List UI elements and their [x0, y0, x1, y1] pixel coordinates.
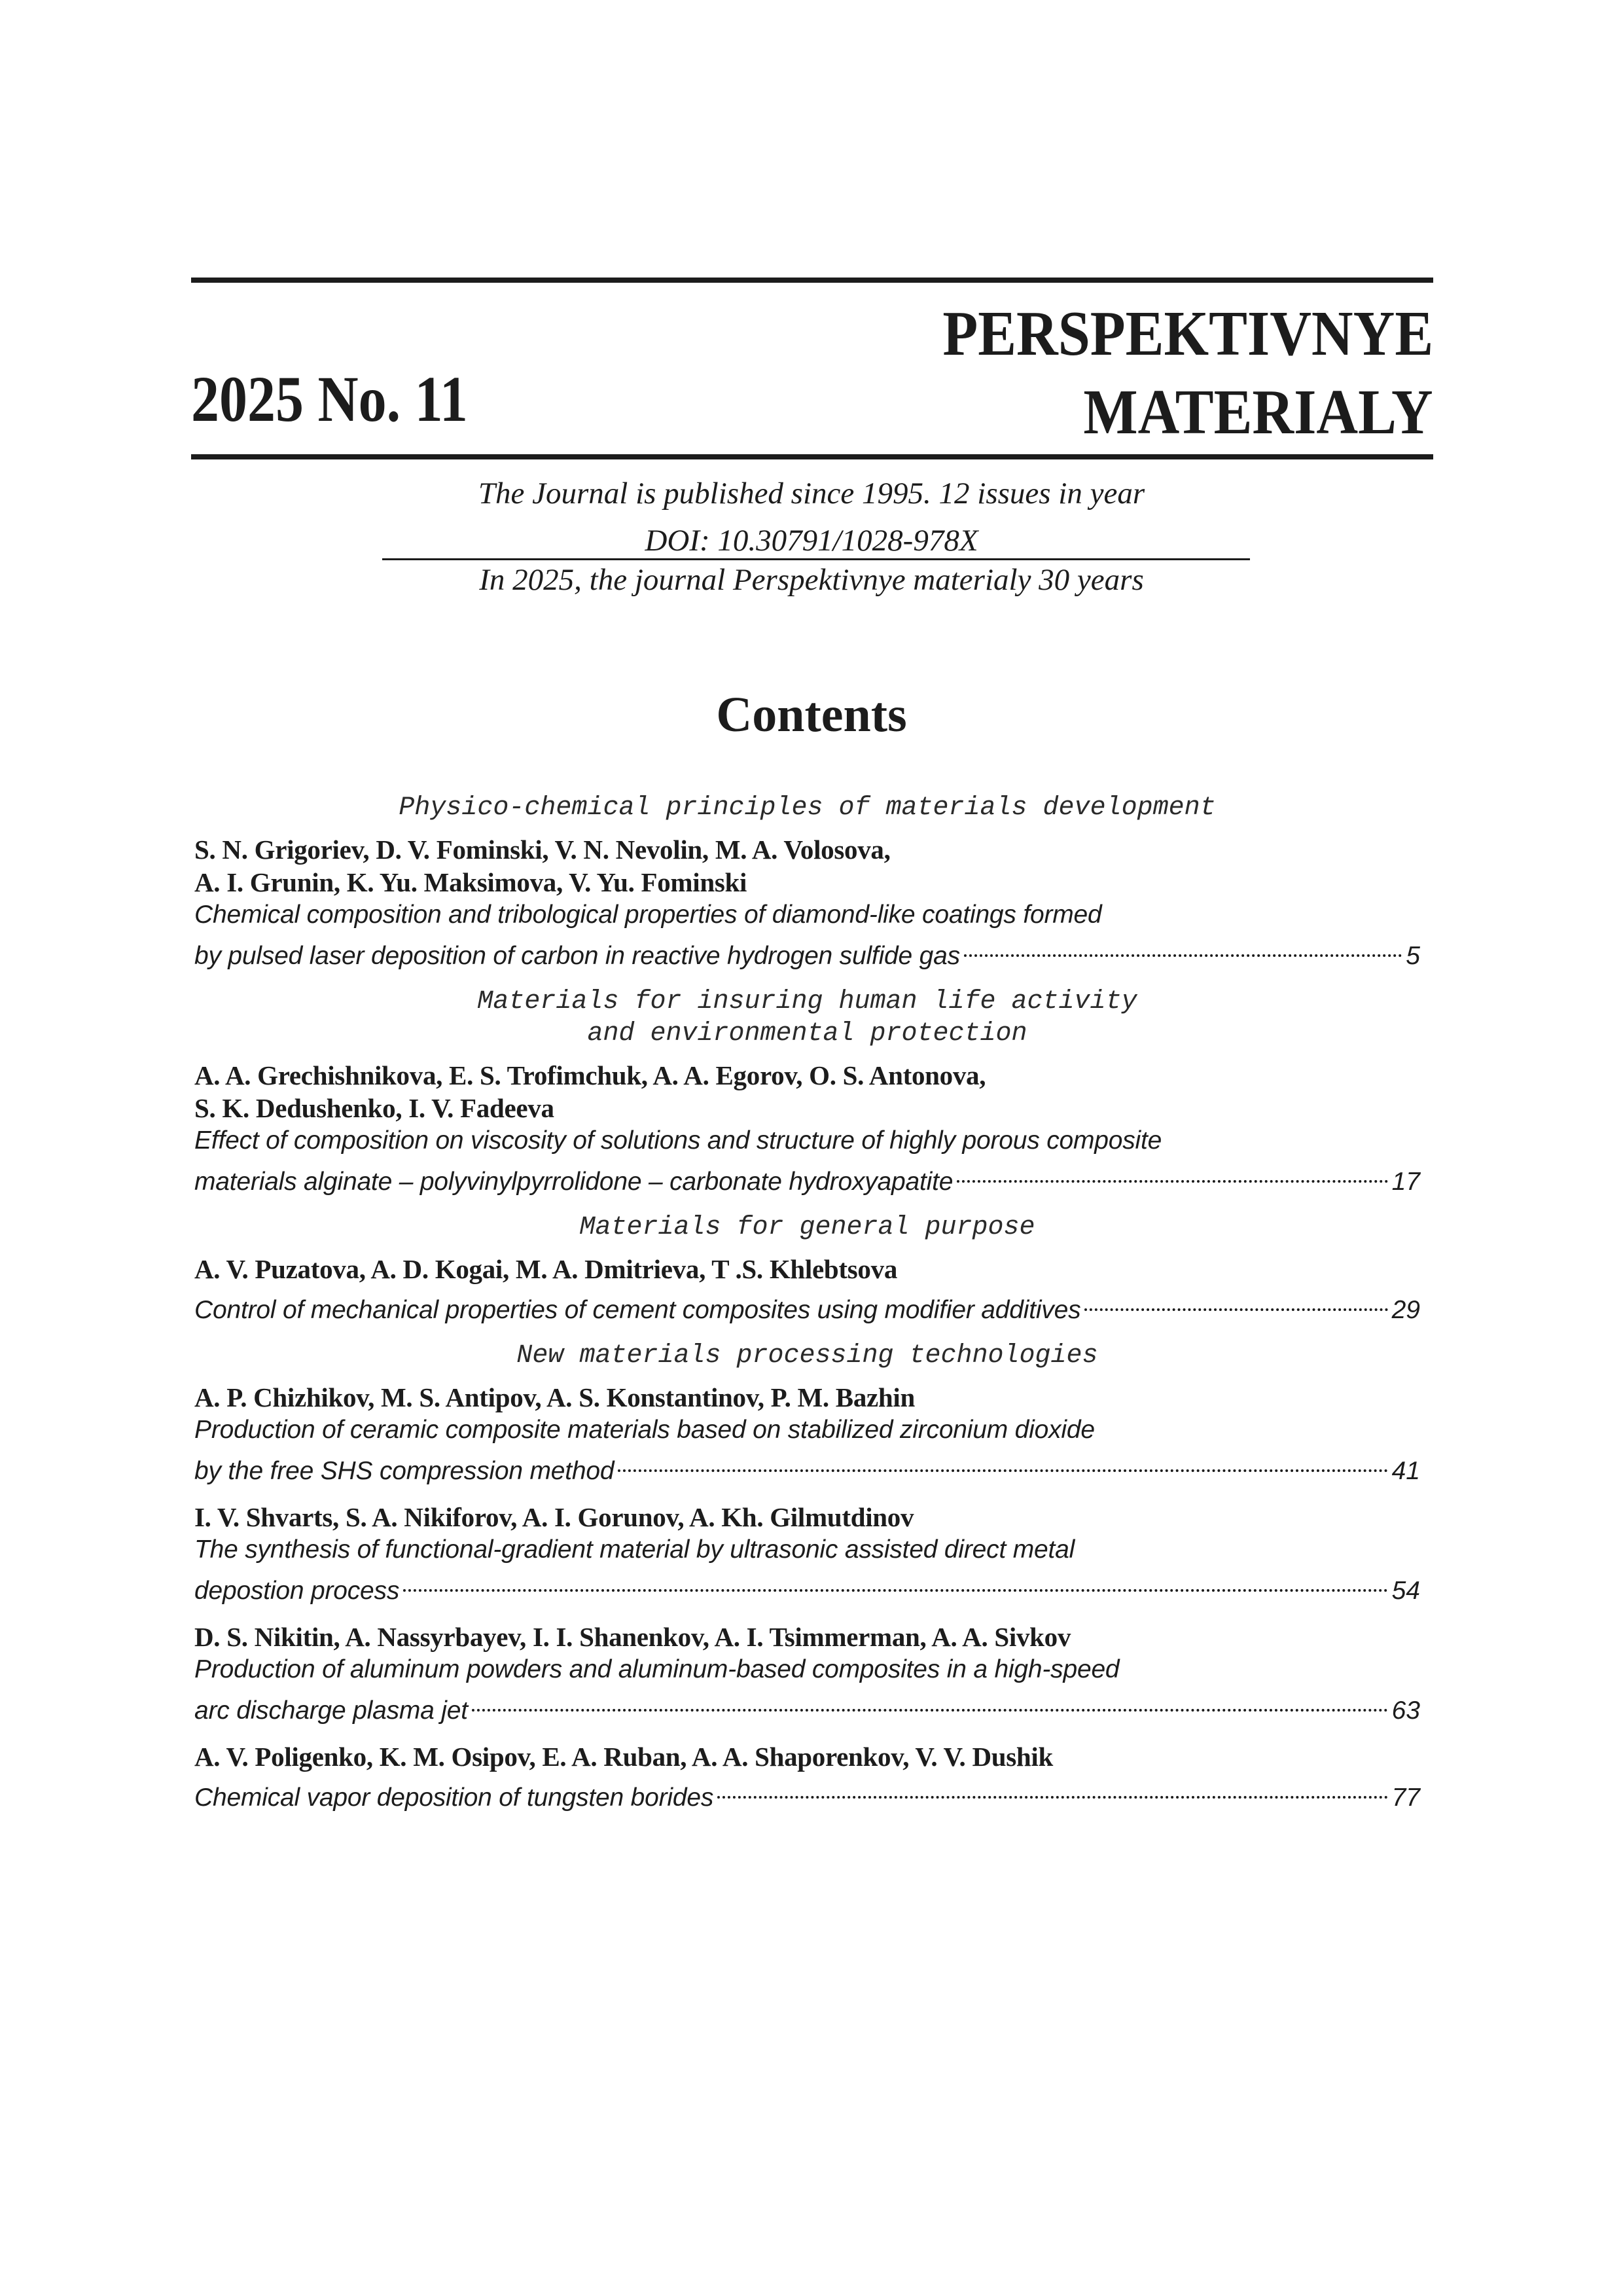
entry-page-number[interactable]: 17: [1391, 1168, 1420, 1196]
entry-title: Chemical vapor deposition of tungsten borides: [194, 1784, 714, 1812]
publication-info: The Journal is published since 1995. 12 issues in year: [478, 476, 1145, 511]
toc-entry[interactable]: [194, 1059, 1420, 1198]
entry-title: The synthesis of functional-gradient material by ultrasonic assisted direct metal: [194, 1535, 1075, 1564]
entry-title-last-line: [194, 931, 1420, 973]
toc-entry[interactable]: [194, 1253, 1420, 1327]
entry-authors: A. A. Grechishnikova, E. S. Trofimchuk, A. A. Egorov, O. S. Antonova,: [194, 1060, 986, 1090]
entry-authors: S. K. Dedushenko, I. V. Fadeeva: [194, 1093, 554, 1123]
entry-page-number[interactable]: 54: [1391, 1577, 1420, 1605]
entry-title: arc discharge plasma jet: [194, 1696, 468, 1725]
entry-page-number[interactable]: 5: [1406, 942, 1420, 970]
masthead-top-rule: [191, 278, 1433, 283]
entry-page-number[interactable]: 77: [1391, 1784, 1420, 1812]
entry-title: depostion process: [194, 1577, 400, 1605]
dot-leader: [717, 1773, 1387, 1806]
entry-page-number[interactable]: 29: [1391, 1296, 1420, 1324]
entry-authors: A. V. Poligenko, K. M. Osipov, E. A. Ruban, A. A. Shaporenkov, V. V. Dushik: [194, 1742, 1054, 1772]
contents-heading: Contents: [716, 687, 907, 742]
entry-title-last-line: [194, 1446, 1420, 1488]
table-of-contents: [194, 792, 1420, 1827]
entry-title: by pulsed laser deposition of carbon in reactive hydrogen sulfide gas: [194, 942, 960, 970]
dot-leader: [403, 1566, 1387, 1599]
toc-entry[interactable]: [194, 833, 1420, 973]
entry-title-last-line: [194, 1686, 1420, 1727]
toc-entry[interactable]: [194, 1740, 1420, 1814]
section-heading: Physico-chemical principles of materials development: [399, 793, 1216, 823]
dot-leader: [472, 1686, 1388, 1719]
dot-leader: [618, 1446, 1387, 1479]
dot-leader: [1084, 1285, 1387, 1318]
entry-title: by the free SHS compression method: [194, 1457, 615, 1485]
entry-authors: D. S. Nikitin, A. Nassyrbayev, I. I. Shanenkov, A. I. Tsimmerman, A. A. Sivkov: [194, 1622, 1071, 1652]
doi: DOI: 10.30791/1028-978X: [645, 524, 978, 558]
entry-page-number[interactable]: 63: [1391, 1696, 1420, 1725]
entry-title: Chemical composition and tribological properties of diamond-like coatings formed: [194, 901, 1102, 929]
entry-title-last-line: [194, 1566, 1420, 1607]
toc-entry[interactable]: [194, 1381, 1420, 1488]
entry-authors: I. V. Shvarts, S. A. Nikiforov, A. I. Gorunov, A. Kh. Gilmutdinov: [194, 1502, 914, 1532]
doi-divider: [382, 558, 1250, 560]
entry-title: Production of aluminum powders and aluminum-based composites in a high-speed: [194, 1655, 1120, 1683]
entry-title-last-line: [194, 1157, 1420, 1198]
section-heading: Materials for general purpose: [579, 1213, 1035, 1242]
entry-authors: A. V. Puzatova, A. D. Kogai, M. A. Dmitrieva, T .S. Khlebtsova: [194, 1254, 898, 1284]
anniversary-note: In 2025, the journal Perspektivnye materialy 30 years: [479, 563, 1144, 597]
dot-leader: [957, 1157, 1387, 1190]
entry-title: Production of ceramic composite materials based on stabilized zirconium dioxide: [194, 1416, 1095, 1444]
entry-authors: A. I. Grunin, K. Yu. Maksimova, V. Yu. Fominski: [194, 867, 747, 897]
masthead-bottom-rule: [191, 454, 1433, 459]
entry-authors: A. P. Chizhikov, M. S. Antipov, A. S. Konstantinov, P. M. Bazhin: [194, 1382, 916, 1412]
entry-authors: S. N. Grigoriev, D. V. Fominski, V. N. Nevolin, M. A. Volosova,: [194, 834, 891, 865]
entry-title: materials alginate – polyvinylpyrrolidone – carbonate hydroxyapatite: [194, 1168, 954, 1196]
entry-title: Effect of composition on viscosity of solutions and structure of highly porous composite: [194, 1126, 1162, 1155]
entry-title-last-line: [194, 1285, 1420, 1327]
journal-name-line2: MATERIALY: [1083, 377, 1433, 448]
entry-page-number[interactable]: 41: [1391, 1457, 1420, 1485]
section-heading: Materials for insuring human life activity and environmental protection: [477, 987, 1137, 1049]
journal-name-line1: PERSPEKTIVNYE: [942, 298, 1433, 369]
entry-title: Control of mechanical properties of cement composites using modifier additives: [194, 1296, 1081, 1324]
entry-title-last-line: [194, 1773, 1420, 1814]
toc-entry[interactable]: [194, 1501, 1420, 1607]
toc-entry[interactable]: [194, 1621, 1420, 1727]
issue-number: 2025 No. 11: [191, 363, 468, 435]
dot-leader: [964, 931, 1402, 964]
section-heading: New materials processing technologies: [516, 1341, 1098, 1371]
